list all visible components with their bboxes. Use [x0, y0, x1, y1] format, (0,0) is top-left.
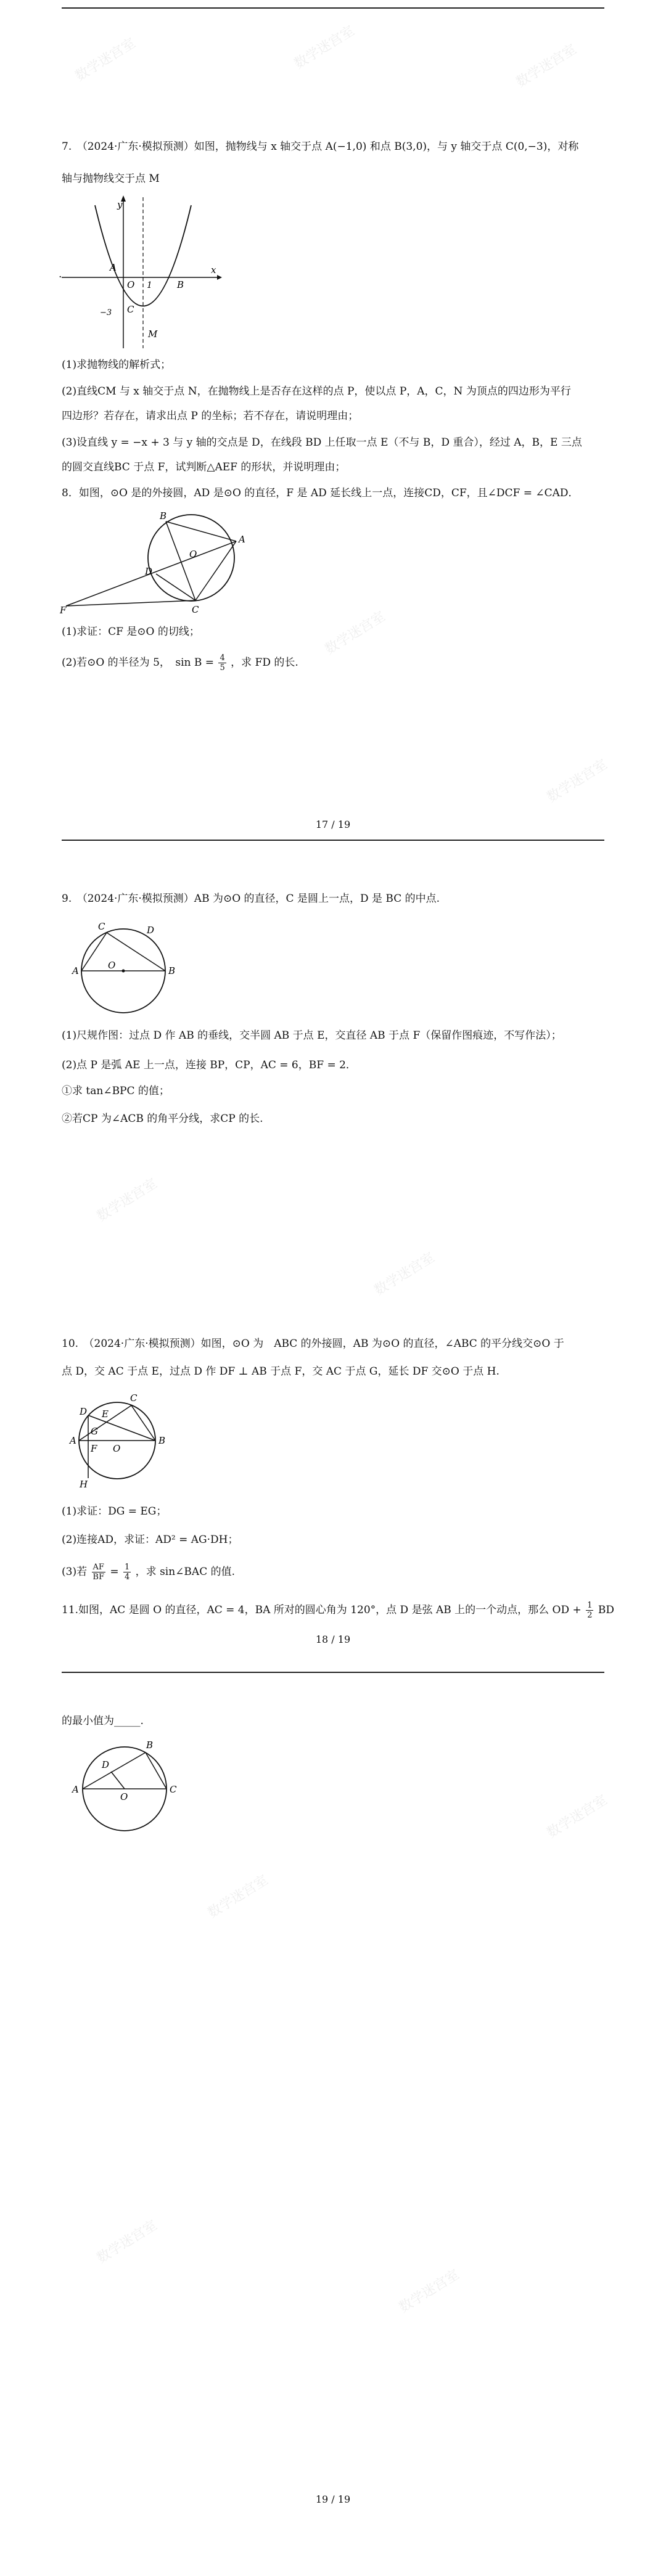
fig-label-O: O — [120, 1791, 128, 1802]
fraction — [123, 1563, 131, 1582]
fraction — [92, 1563, 105, 1582]
fig-label-B: B — [160, 510, 167, 521]
fig-label-B: B — [168, 965, 176, 976]
watermark: 数学迷宫室 — [322, 608, 388, 658]
fraction-numerator: 1 — [587, 1601, 593, 1610]
q8-part1: (1)求证：CF 是⊙O 的切线； — [62, 626, 200, 638]
fig-label-C: C — [127, 304, 134, 315]
page-number: 18 / 19 — [315, 1634, 351, 1645]
q10-circle-figure — [59, 1390, 194, 1498]
q9-circle-figure — [59, 918, 194, 1017]
fig-label-A: A — [72, 965, 79, 976]
fig-label-D: D — [80, 1406, 88, 1417]
fig-label-C: C — [130, 1392, 138, 1404]
fig-label-A: A — [72, 1784, 79, 1795]
q8-part2 — [62, 650, 604, 675]
q7-figure-dot: . — [59, 268, 62, 280]
q11-circle-figure — [59, 1738, 194, 1837]
watermark: 数学迷宫室 — [94, 1176, 160, 1225]
fig-label-B: B — [177, 279, 184, 290]
q11-stem-prefix: 11.如图，AC 是圆 O 的直径，AC = 4，BA 所对的圆心角为 120°，点 D 是弦 AB 上的一个动点，那么 OD + — [62, 1604, 582, 1616]
watermark: 数学迷宫室 — [513, 41, 580, 91]
fig-label-G: G — [91, 1426, 98, 1437]
q10-stem-line2: 点 D，交 AC 于点 E，过点 D 作 DF ⊥ AB 于点 F，交 AC 于点 G，延长 DF 交⊙O 于点 H. — [62, 1365, 500, 1378]
q7-stem-line1: 7. （2024·广东·模拟预测）如图，抛物线与 x 轴交于点 A(−1,0) 和点 B(3,0)，与 y 轴交于点 C(0,−3)，对称 — [62, 141, 579, 153]
q7-part3-line2: 的圆交直线BC 于点 F，试判断△AEF 的形状，并说明理由； — [62, 461, 346, 473]
fig-label-F: F — [91, 1443, 97, 1454]
watermark: 数学迷宫室 — [72, 35, 139, 84]
watermark: 数学迷宫室 — [94, 2217, 160, 2267]
fig-label-O: O — [127, 279, 135, 290]
q9-part1: (1)尺规作图：过点 D 作 AB 的垂线，交半圆 AB 于点 E，交直径 AB 于点 F（保留作图痕迹，不写作法）； — [62, 1029, 562, 1042]
watermark: 数学迷宫室 — [544, 756, 610, 806]
q11-stem-line2: 的最小值为_____. — [62, 1715, 144, 1727]
fig-label-C: C — [170, 1784, 177, 1795]
fraction-numerator: AF — [92, 1563, 104, 1572]
page-number: 19 / 19 — [315, 2493, 351, 2505]
q7-stem-line2: 轴与抛物线交于点 M — [62, 173, 160, 185]
q8-circle-figure — [59, 510, 262, 618]
fig-label-neg3: −3 — [100, 308, 112, 317]
q10-part2: (2)连接AD，求证：AD² = AG·DH； — [62, 1534, 239, 1546]
watermark: 数学迷宫室 — [544, 1792, 610, 1841]
fig-label-B: B — [146, 1740, 154, 1751]
fig-label-O: O — [108, 960, 116, 971]
q10-part3-suffix: ，求 sin∠BAC 的值. — [135, 1566, 236, 1578]
fig-label-A: A — [239, 534, 245, 545]
q7-part3-line1: (3)设直线 y = −x + 3 与 y 轴的交点是 D，在线段 BD 上任取一点 E（不与 B，D 重合），经过 A，B，E 三点 — [62, 436, 582, 449]
q9-part2-i: ①求 tan∠BPC 的值； — [62, 1085, 170, 1097]
q7-parabola-figure — [56, 194, 222, 354]
page-divider — [62, 1672, 604, 1673]
fraction-denominator: 2 — [587, 1611, 593, 1620]
q10-part3-prefix: (3)若 — [62, 1566, 88, 1578]
fig-label-x: x — [211, 264, 216, 276]
watermark: 数学迷宫室 — [371, 1249, 438, 1299]
fig-label-D: D — [102, 1759, 110, 1770]
fraction-denominator: BF — [92, 1572, 104, 1582]
watermark: 数学迷宫室 — [291, 23, 358, 72]
page-divider — [62, 840, 604, 841]
fig-label-A: A — [70, 1435, 76, 1446]
fig-label-C: C — [98, 921, 105, 932]
page-number: 17 / 19 — [315, 819, 351, 830]
fig-label-E: E — [102, 1409, 109, 1420]
fig-label-B: B — [158, 1435, 166, 1446]
fig-label-D: D — [147, 925, 155, 936]
watermark: 数学迷宫室 — [205, 1872, 271, 1921]
page-divider — [62, 7, 604, 9]
fig-label-C: C — [192, 604, 199, 615]
q10-part1: (1)求证：DG = EG； — [62, 1505, 167, 1518]
fraction-numerator: 1 — [124, 1563, 130, 1572]
fig-label-F: F — [60, 605, 67, 616]
fig-label-H: H — [80, 1479, 88, 1490]
q8-part2-prefix: (2)若⊙O 的半径为 5， sin B = — [62, 656, 215, 669]
q8-stem: 8．如图，⊙O 是的外接圆，AD 是⊙O 的直径，F 是 AD 延长线上一点，连接CD，CF，且∠DCF = ∠CAD． — [62, 487, 579, 499]
fig-label-M: M — [148, 329, 158, 340]
q10-part3 — [62, 1560, 604, 1584]
fraction-denominator: 5 — [220, 663, 225, 673]
watermark: 数学迷宫室 — [396, 2267, 462, 2316]
q8-part2-suffix: ，求 FD 的长. — [231, 656, 298, 669]
q11-stem-suffix: BD — [598, 1604, 614, 1616]
q9-stem: 9. （2024·广东·模拟预测）AB 为⊙O 的直径，C 是圆上一点，D 是 BC 的中点. — [62, 893, 440, 905]
fig-label-y: y — [117, 199, 123, 210]
fig-label-A: A — [110, 262, 117, 273]
q7-part2-line2: 四边形？若存在，请求出点 P 的坐标；若不存在，请说明理由； — [62, 410, 359, 422]
fraction — [218, 653, 226, 673]
q7-part2-line1: (2)直线CM 与 x 轴交于点 N，在抛物线上是否存在这样的点 P，使以点 P，A，C，N 为顶点的四边形为平行 — [62, 385, 571, 398]
fraction-numerator: 4 — [220, 653, 225, 663]
q11-stem-line1 — [62, 1598, 614, 1622]
q10-stem-line1: 10. （2024·广东·模拟预测）如图，⊙O 为 ABC 的外接圆，AB 为⊙O 的直径，∠ABC 的平分线交⊙O 于 — [62, 1338, 564, 1350]
q9-part2-ii: ②若CP 为∠ACB 的角平分线，求CP 的长. — [62, 1113, 263, 1125]
fraction — [586, 1601, 593, 1620]
fig-label-1: 1 — [147, 280, 152, 290]
fig-label-O: O — [113, 1443, 121, 1454]
q9-part2: (2)点 P 是弧 AE 上一点，连接 BP，CP，AC = 6，BF = 2． — [62, 1059, 356, 1071]
fraction-denominator: 4 — [124, 1572, 130, 1582]
fig-label-O: O — [189, 549, 197, 560]
equals-sign: = — [110, 1566, 119, 1578]
q7-part1: (1)求抛物线的解析式； — [62, 359, 171, 371]
fig-label-D: D — [145, 566, 153, 577]
